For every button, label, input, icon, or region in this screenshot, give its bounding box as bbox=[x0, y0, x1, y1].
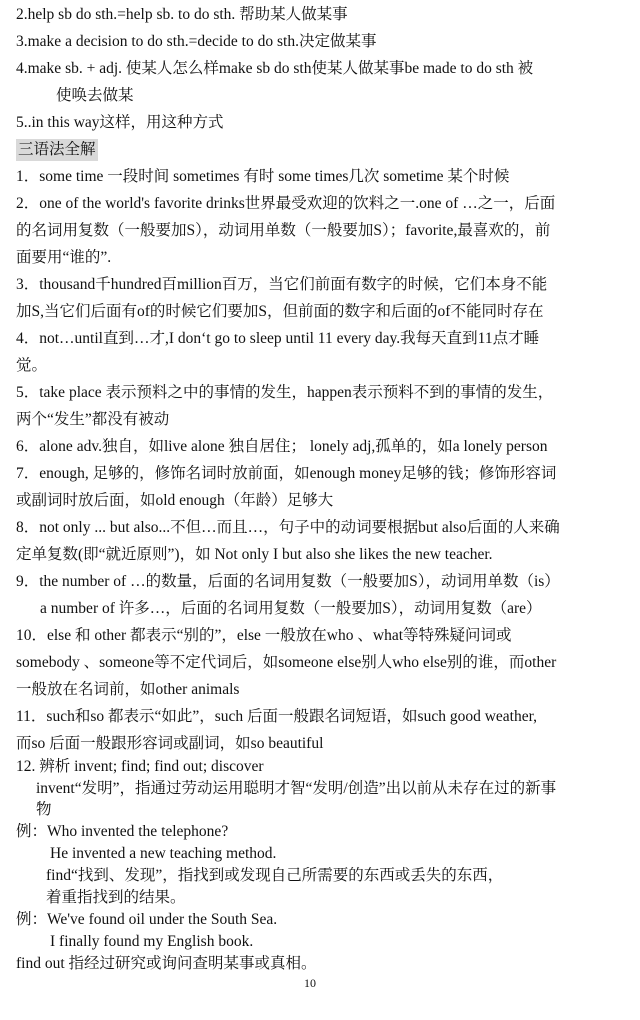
grammar-item-11: 11．such和so 都表示“如此”，such 后面一般跟名词短语，如such good weather, bbox=[16, 708, 538, 725]
grammar-item-2-cont-1: 的名词用复数（一般要加S），动词用单数（一般要加S）；favorite,最喜欢的，前 bbox=[16, 222, 551, 239]
invent-definition-cont: 物 bbox=[36, 801, 52, 818]
example-find-2: I finally found my English book. bbox=[50, 933, 254, 950]
grammar-item-4-cont: 觉。 bbox=[16, 357, 48, 374]
grammar-item-1: 1．some time 一段时间 sometimes 有时 some times几次 sometime 某个时候 bbox=[16, 168, 510, 185]
grammar-item-6: 6．alone adv.独自，如live alone 独自居住； lonely adj,孤单的，如a lonely person bbox=[16, 438, 548, 455]
grammar-item-12: 12. 辨析 invent; find; find out; discover bbox=[16, 758, 264, 775]
text-line-4: 4.make sb. + adj. 使某人怎么样make sb do sth使某人做某事be made to do sth 被 bbox=[16, 60, 534, 77]
grammar-item-11-cont: 而so 后面一般跟形容词或副词，如so beautiful bbox=[16, 735, 324, 752]
grammar-item-10-cont-2: 一般放在名词前，如other animals bbox=[16, 681, 240, 698]
grammar-item-5: 5．take place 表示预料之中的事情的发生，happen表示预料不到的事情的发生， bbox=[16, 384, 554, 401]
example-find-1: 例：We've found oil under the South Sea. bbox=[16, 911, 278, 928]
text-line-2: 2.help sb do sth.=help sb. to do sth. 帮助某人做某事 bbox=[16, 6, 348, 23]
grammar-item-9: 9．the number of …的数量，后面的名词用复数（一般要加S），动词用单数（is） bbox=[16, 573, 560, 590]
text-line-3: 3.make a decision to do sth.=decide to do sth.决定做某事 bbox=[16, 33, 377, 50]
page-number: 10 bbox=[304, 976, 316, 990]
text-line-5: 5..in this way这样，用这种方式 bbox=[16, 114, 224, 131]
grammar-item-8-cont: 定单复数(即“就近原则”)，如 Not only I but also she likes the new teacher. bbox=[16, 546, 493, 563]
text-line-4-cont: 使唤去做某 bbox=[56, 87, 134, 104]
find-definition-cont: 着重指找到的结果。 bbox=[46, 889, 186, 906]
example-invent-1: 例：Who invented the telephone? bbox=[16, 823, 229, 840]
example-invent-2: He invented a new teaching method. bbox=[50, 845, 277, 862]
grammar-item-9-cont: a number of 许多…，后面的名词用复数（一般要加S），动词用复数（are） bbox=[40, 600, 542, 617]
grammar-item-3-cont: 加S,当它们后面有of的时候它们要加S，但前面的数字和后面的of不能同时存在 bbox=[16, 303, 544, 320]
grammar-item-3: 3．thousand千hundred百million百万，当它们前面有数字的时候，它们本身不能 bbox=[16, 276, 548, 293]
section-heading: 三语法全解 bbox=[16, 139, 98, 161]
grammar-item-2: 2．one of the world's favorite drinks世界最受欢迎的饮料之一.one of …之一，后面 bbox=[16, 195, 556, 212]
find-definition: find“找到、发现”，指找到或发现自己所需要的东西或丢失的东西， bbox=[46, 867, 504, 884]
grammar-item-10: 10．else 和 other 都表示“别的”，else 一般放在who 、what等特殊疑问词或 bbox=[16, 627, 512, 644]
invent-definition: invent“发明”，指通过劳动运用聪明才智“发明/创造”出以前从未存在过的新事 bbox=[36, 780, 557, 797]
grammar-item-8: 8．not only ... but also...不但…而且…，句子中的动词要根据but also后面的人来确 bbox=[16, 519, 560, 536]
grammar-item-7-cont: 或副词时放后面，如old enough（年龄）足够大 bbox=[16, 492, 334, 509]
find-out-definition: find out 指经过研究或询问查明某事或真相。 bbox=[16, 955, 317, 972]
grammar-item-7: 7．enough, 足够的，修饰名词时放前面，如enough money足够的钱；修饰形容词 bbox=[16, 465, 557, 482]
grammar-item-5-cont: 两个“发生”都没有被动 bbox=[16, 411, 170, 428]
grammar-item-4: 4．not…until直到…才,I don‘t go to sleep until 11 every day.我每天直到11点才睡 bbox=[16, 330, 540, 347]
grammar-item-2-cont-2: 面要用“谁的”. bbox=[16, 249, 112, 266]
grammar-item-10-cont-1: somebody 、someone等不定代词后，如someone else别人who else别的谁，而other bbox=[16, 654, 557, 671]
